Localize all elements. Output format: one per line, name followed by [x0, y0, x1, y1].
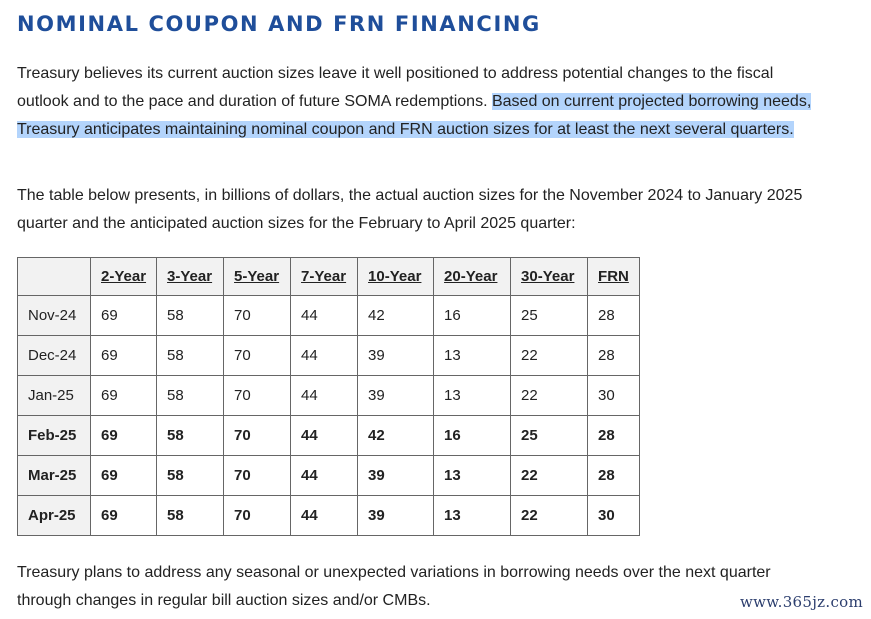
table-cell: 69	[91, 296, 157, 336]
table-header-10-year: 10-Year	[358, 258, 434, 296]
table-cell: 44	[291, 336, 358, 376]
table-header-5-year: 5-Year	[224, 258, 291, 296]
table-header-row	[18, 258, 640, 296]
table-header-corner	[18, 258, 91, 296]
row-label: Feb-25	[18, 416, 91, 456]
row-label: Dec-24	[18, 336, 91, 376]
table-header-3-year: 3-Year	[157, 258, 224, 296]
table-row	[18, 296, 640, 336]
table-cell: 44	[291, 376, 358, 416]
table-cell: 28	[588, 416, 640, 456]
row-label: Nov-24	[18, 296, 91, 336]
table-cell: 42	[358, 416, 434, 456]
auction-sizes-table	[17, 257, 640, 536]
table-cell: 39	[358, 456, 434, 496]
table-cell: 58	[157, 456, 224, 496]
table-row	[18, 416, 640, 456]
table-cell: 69	[91, 416, 157, 456]
table-cell: 58	[157, 376, 224, 416]
table-cell: 70	[224, 456, 291, 496]
table-cell: 69	[91, 376, 157, 416]
site-watermark: www.365jz.com	[739, 593, 863, 611]
table-header-30-year: 30-Year	[511, 258, 588, 296]
table-cell: 70	[224, 496, 291, 536]
table-cell: 22	[511, 376, 588, 416]
table-cell: 13	[434, 456, 511, 496]
table-cell: 25	[511, 416, 588, 456]
table-cell: 30	[588, 376, 640, 416]
table-cell: 69	[91, 336, 157, 376]
table-header-20-year: 20-Year	[434, 258, 511, 296]
row-label: Apr-25	[18, 496, 91, 536]
table-row	[18, 496, 640, 536]
table-cell: 13	[434, 336, 511, 376]
table-cell: 13	[434, 496, 511, 536]
table-cell: 69	[91, 456, 157, 496]
intro-paragraph	[17, 60, 817, 144]
table-cell: 39	[358, 496, 434, 536]
closing-paragraph: Treasury plans to address any seasonal or unexpected variations in borrowing needs over the next quarter through changes in regular bill auction sizes and/or CMBs.	[17, 564, 771, 609]
table-cell: 44	[291, 296, 358, 336]
table-cell: 44	[291, 456, 358, 496]
table-cell: 69	[91, 496, 157, 536]
table-cell: 22	[511, 336, 588, 376]
table-cell: 28	[588, 336, 640, 376]
table-cell: 70	[224, 336, 291, 376]
table-cell: 16	[434, 416, 511, 456]
table-cell: 58	[157, 496, 224, 536]
table-cell: 28	[588, 456, 640, 496]
table-cell: 42	[358, 296, 434, 336]
table-cell: 25	[511, 296, 588, 336]
table-cell: 58	[157, 296, 224, 336]
highlighted-text-selection: Based on current projected borrowing needs, Treasury anticipates maintaining nominal coupon and FRN auction sizes for at least the next several quarters.	[17, 93, 812, 138]
table-cell: 22	[511, 456, 588, 496]
table-row	[18, 456, 640, 496]
table-cell: 39	[358, 376, 434, 416]
row-label: Mar-25	[18, 456, 91, 496]
table-cell: 16	[434, 296, 511, 336]
table-cell: 30	[588, 496, 640, 536]
section-heading: NOMINAL COUPON AND FRN FINANCING	[17, 12, 541, 36]
table-cell: 44	[291, 416, 358, 456]
table-header-2-year: 2-Year	[91, 258, 157, 296]
table-cell: 70	[224, 296, 291, 336]
table-cell: 22	[511, 496, 588, 536]
table-cell: 70	[224, 376, 291, 416]
intro-text: Treasury believes its current auction sizes leave it well positioned to address potential changes to the fiscal outlook and to the pace and duration of future SOMA redemptions.	[17, 65, 774, 110]
table-cell: 70	[224, 416, 291, 456]
table-header-frn: FRN	[588, 258, 640, 296]
table-cell: 39	[358, 336, 434, 376]
table-cell: 58	[157, 416, 224, 456]
table-cell: 13	[434, 376, 511, 416]
table-row	[18, 376, 640, 416]
table-cell: 44	[291, 496, 358, 536]
table-cell: 28	[588, 296, 640, 336]
table-cell: 58	[157, 336, 224, 376]
table-description-paragraph: The table below presents, in billions of dollars, the actual auction sizes for the November 2024 to January 2025 quarter and the anticipated auction sizes for the February to April 2025 quarter:	[17, 187, 803, 232]
table-row	[18, 336, 640, 376]
table-header-7-year: 7-Year	[291, 258, 358, 296]
row-label: Jan-25	[18, 376, 91, 416]
